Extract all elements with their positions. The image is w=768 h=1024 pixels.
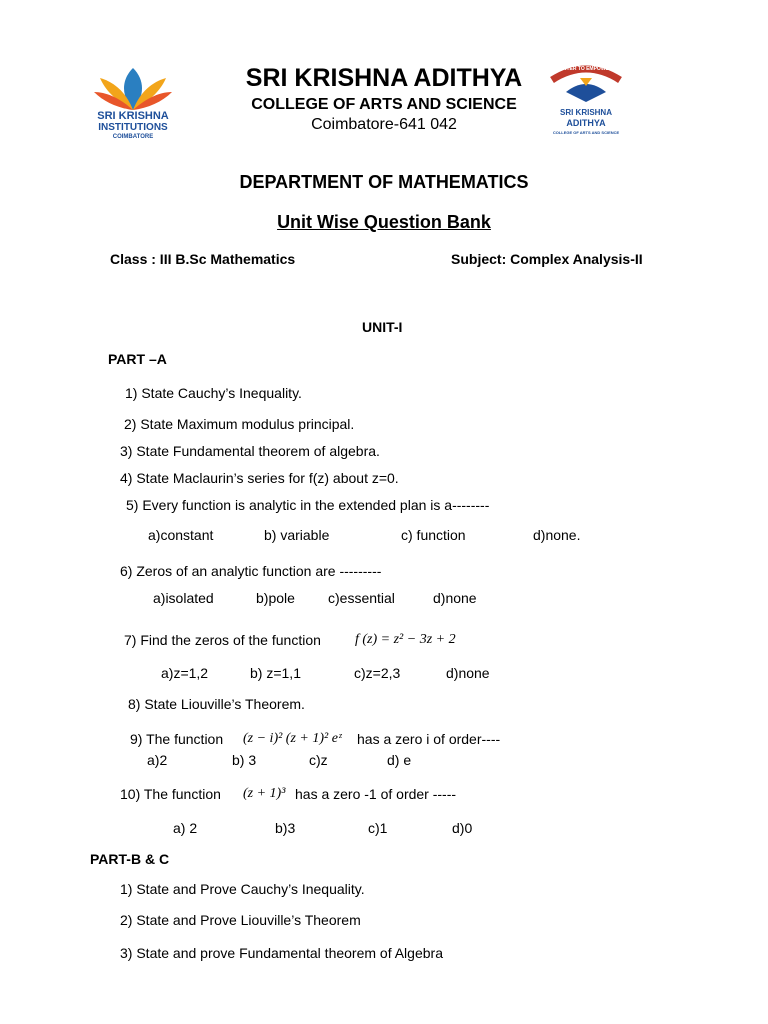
q10-option-a: a) 2: [173, 820, 198, 836]
q7-option-a: a)z=1,2: [161, 665, 209, 681]
q7-function-formula: f (z) = z² − 3z + 2: [355, 632, 456, 647]
college-subtitle: COLLEGE OF ARTS AND SCIENCE: [251, 96, 517, 113]
q7-option-c: c)z=2,3: [354, 665, 401, 681]
right-logo-line2: ADITHYA: [566, 118, 606, 128]
q10-option-b: b)3: [275, 820, 296, 836]
question-a4: 4) State Maclaurin’s series for f(z) about z=0.: [120, 470, 399, 486]
department-title: DEPARTMENT OF MATHEMATICS: [239, 172, 529, 192]
q6-option-d: d)none: [433, 590, 477, 606]
q10-function-formula: (z + 1)³: [243, 786, 286, 801]
subject-info: Subject: Complex Analysis-II: [451, 251, 643, 267]
question-a3: 3) State Fundamental theorem of algebra.: [120, 443, 380, 459]
question-a1: 1) State Cauchy’s Inequality.: [125, 385, 302, 401]
question-a9: 9) The function: [130, 731, 224, 747]
q7-option-d: d)none: [446, 665, 490, 681]
q10-option-c: c)1: [368, 820, 388, 836]
question-bc2: 2) State and Prove Liouville’s Theorem: [120, 912, 361, 928]
q5-option-c: c) function: [401, 527, 466, 543]
part-bc-heading: PART-B & C: [90, 851, 170, 867]
question-a8: 8) State Liouville’s Theorem.: [128, 696, 305, 712]
question-a5: 5) Every function is analytic in the extended plan is a--------: [126, 497, 490, 513]
question-a10: 10) The function: [120, 786, 221, 802]
unit-heading: UNIT-I: [362, 319, 403, 335]
q9-option-d: d) e: [387, 752, 412, 768]
left-logo-line2: INSTITUTIONS: [98, 122, 168, 133]
question-a2: 2) State Maximum modulus principal.: [124, 416, 355, 432]
q7-option-b: b) z=1,1: [250, 665, 301, 681]
part-a-heading: PART –A: [108, 351, 167, 367]
q9-option-c: c)z: [309, 752, 328, 768]
q9-option-b: b) 3: [232, 752, 257, 768]
college-name: SRI KRISHNA ADITHYA: [245, 64, 523, 92]
left-logo-line3: COIMBATORE: [112, 134, 154, 140]
class-info: Class : III B.Sc Mathematics: [110, 251, 296, 267]
question-a6: 6) Zeros of an analytic function are ---------: [120, 563, 382, 579]
question-a7: 7) Find the zeros of the function: [124, 632, 321, 648]
document-title: Unit Wise Question Bank: [277, 212, 491, 232]
right-logo-line1: SRI KRISHNA: [559, 108, 612, 117]
q9-function-formula: (z − i)² (z + 1)² eᶻ: [243, 731, 342, 746]
left-logo-line1: SRI KRISHNA: [97, 110, 169, 122]
q5-option-d: d)none.: [533, 527, 581, 543]
right-logo-banner: ENTER TO EMPOWER: [559, 66, 613, 72]
q5-option-b: b) variable: [264, 527, 330, 543]
right-logo-line3: COLLEGE OF ARTS AND SCIENCE: [552, 130, 620, 135]
question-bc1: 1) State and Prove Cauchy’s Inequality.: [120, 881, 365, 897]
q6-option-c: c)essential: [328, 590, 395, 606]
question-bc3: 3) State and prove Fundamental theorem of Algebra: [120, 945, 443, 961]
q9-option-a: a)2: [147, 752, 168, 768]
q10-question-tail: has a zero -1 of order -----: [295, 786, 457, 802]
q9-question-tail: has a zero i of order----: [357, 731, 501, 747]
q10-option-d: d)0: [452, 820, 473, 836]
college-location: Coimbatore-641 042: [311, 116, 457, 133]
q6-option-a: a)isolated: [153, 590, 214, 606]
q5-option-a: a)constant: [148, 527, 214, 543]
q6-option-b: b)pole: [256, 590, 295, 606]
